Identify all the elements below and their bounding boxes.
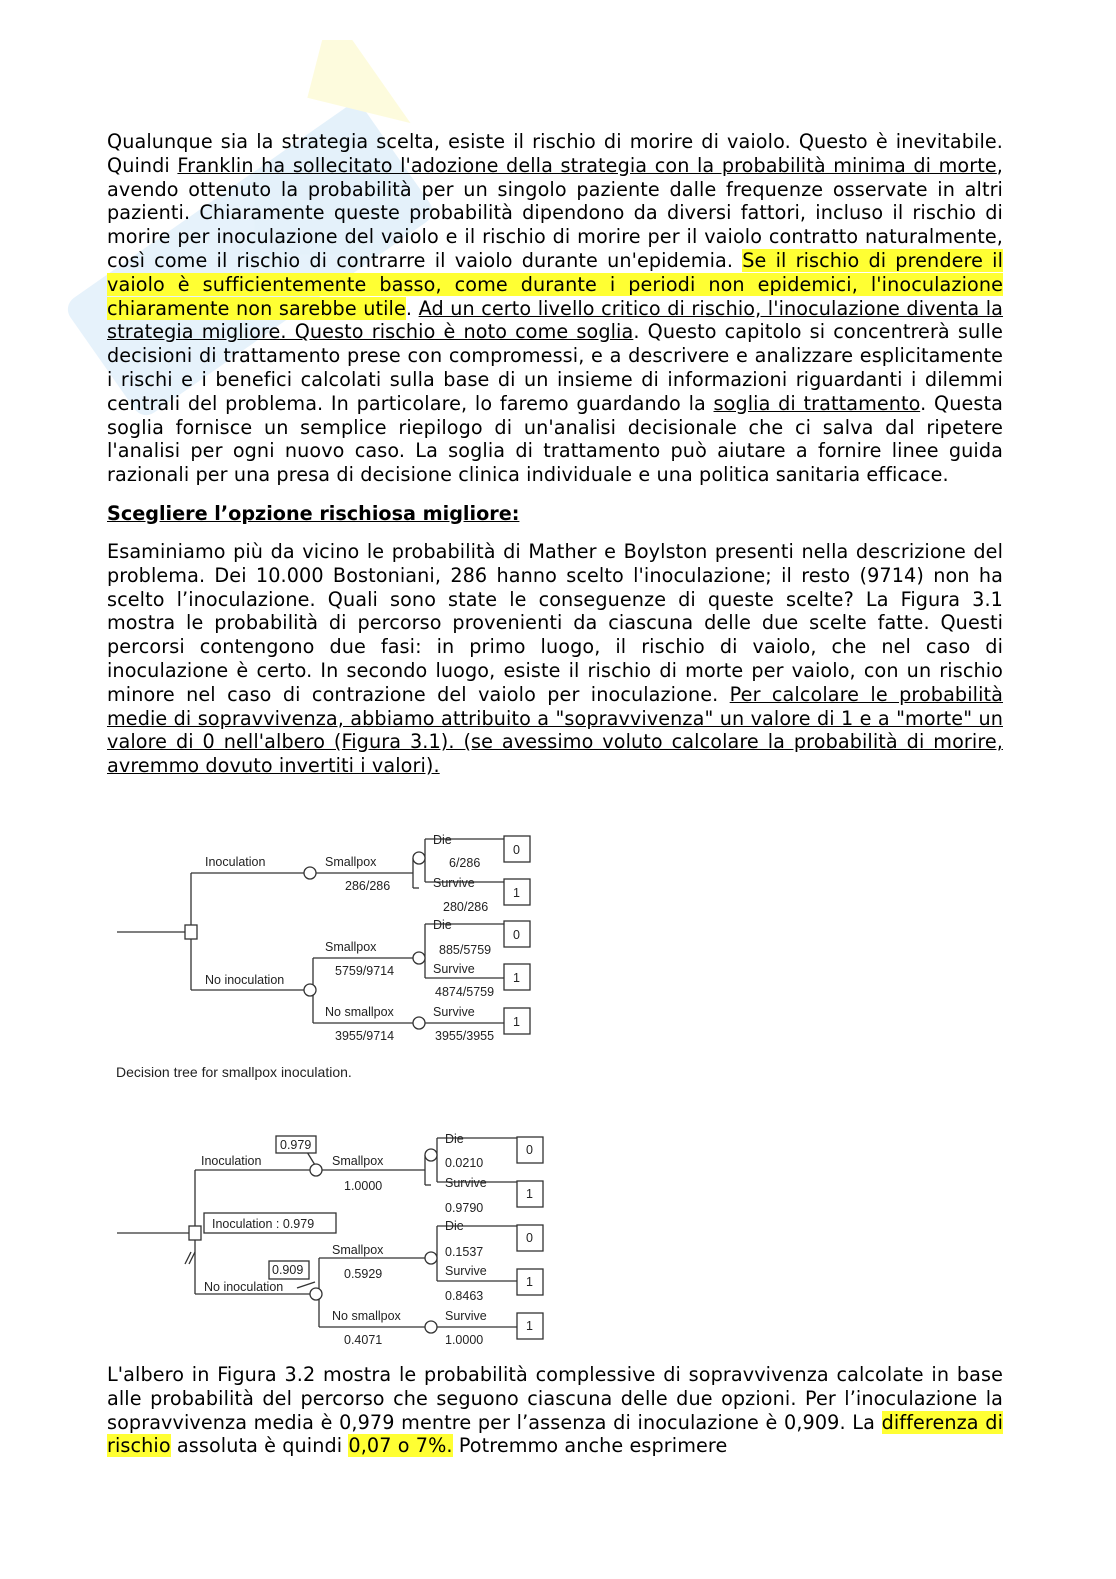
chance-node [413, 852, 425, 864]
chance-node [304, 867, 316, 879]
branch-label: Survive [433, 962, 475, 976]
branch-label: Survive [433, 1005, 475, 1019]
underlined-text: Ad un certo livello critico di rischio, l'inoculazione diventa la strategia migliore. Questo rischio è noto come soglia [107, 296, 1004, 344]
decision-node [189, 1226, 201, 1240]
branch-label: Survive [433, 876, 475, 890]
chance-node [304, 984, 316, 996]
chance-node [425, 1252, 437, 1264]
chance-node [413, 1017, 425, 1029]
branch-label: No inoculation [205, 973, 285, 987]
branch-probability: 286/286 [345, 879, 391, 893]
branch-label: Smallpox [332, 1243, 384, 1257]
paragraph-figure-3-2: L'albero in Figura 3.2 mostra le probabilità complessive di sopravvivenza calcolate in base alle probabilità del percorso che seguono ciascuna delle due opzioni. Per l’inoculazione la sopravvivenza media è 0,979 mentre per l’assenza di inoculazione è 0,909. La differenza di rischio assoluta è quindi 0,07 o 7%. Potremmo anche esprimere [107, 1363, 1004, 1458]
branch-label: Inoculation [201, 1154, 262, 1168]
branch-probability: 3955/9714 [335, 1029, 395, 1043]
outcome-value: 0 [526, 1143, 533, 1157]
underlined-text: Per calcolare le probabilità medie di sopravvivenza, abbiamo attribuito a "sopravvivenza" un valore di 1 e a "morte" un valore di 0 nell'albero (Figura 3.1). (se avessimo voluto calcolare la probabilità di morire, avremmo dovuto invertiti i valori). [107, 682, 1003, 778]
decision-node [185, 925, 197, 939]
node-value: 0.909 [272, 1263, 304, 1277]
branch-probability: 1.0000 [344, 1179, 383, 1193]
branch-probability: 3955/3955 [435, 1029, 495, 1043]
branch-probability: 0.4071 [344, 1333, 383, 1347]
branch-label: Smallpox [325, 940, 377, 954]
branch-probability: 0.8463 [445, 1289, 484, 1303]
branch-label: Die [445, 1132, 464, 1146]
branch-probability: 885/5759 [439, 943, 492, 957]
outcome-value: 0 [526, 1231, 533, 1245]
chance-node [413, 952, 425, 964]
branch-label: Survive [445, 1264, 487, 1278]
branch-label: Smallpox [332, 1154, 384, 1168]
chance-node [310, 1288, 322, 1300]
branch-probability: 1.0000 [445, 1333, 484, 1347]
branch-label: Die [433, 833, 452, 847]
branch-label: Inoculation [205, 855, 266, 869]
outcome-value: 1 [513, 971, 520, 985]
branch-probability: 5759/9714 [335, 964, 395, 978]
branch-probability: 0.5929 [344, 1267, 383, 1281]
branch-label: Die [433, 918, 452, 932]
underlined-text: soglia di trattamento [713, 391, 921, 415]
branch-probability: 0.9790 [445, 1201, 484, 1215]
branch-label: Smallpox [325, 855, 377, 869]
branch-label: Die [445, 1219, 464, 1233]
branch-probability: 6/286 [449, 856, 481, 870]
paragraph-probabilities: Esaminiamo più da vicino le probabilità di Mather e Boylston presenti nella descrizione del problema. Dei 10.000 Bostoniani, 286 hanno scelto l'inoculazione; il resto (9714) non ha scelto l’inoculazione. Quali sono state le conseguenze di queste scelte? La Figura 3.1 mostra le probabilità di percorso provenienti da ciascuna delle due scelte fatte. Questi percorsi contengono due fasi: in primo luogo, il rischio di vaiolo, che nel caso di inoculazione è certo. In secondo luogo, esiste il rischio di morte per vaiolo, con un rischio minore nel caso di contrazione del vaiolo per inoculazione. Per calcolare le probabilità medie di sopravvivenza, abbiamo attribuito a "sopravvivenza" un valore di 1 e a "morte" un valore di 0 nell'albero (Figura 3.1). (se avessimo voluto calcolare la probabilità di morire, avremmo dovuto invertiti i valori). [107, 539, 1003, 778]
branch-label: Survive [445, 1309, 487, 1323]
outcome-value: 0 [513, 928, 520, 942]
outcome-value: 1 [513, 886, 520, 900]
branch-probability: 0.1537 [445, 1245, 484, 1259]
section-heading: Scegliere l’opzione rischiosa migliore: [107, 501, 520, 525]
document-body [107, 130, 1003, 778]
chance-node [425, 1149, 437, 1161]
branch-probability: 4874/5759 [435, 985, 495, 999]
branch-label: No inoculation [204, 1280, 284, 1294]
underlined-text: Franklin ha sollecitato l'adozione della strategia con la probabilità minima di morte [177, 153, 997, 177]
document-body-continued [107, 1363, 1003, 1458]
outcome-value: 1 [526, 1319, 533, 1333]
node-value: 0.979 [280, 1138, 312, 1152]
branch-probability: 0.0210 [445, 1156, 484, 1170]
branch-label: No smallpox [325, 1005, 394, 1019]
highlighted-text: differenza di rischio [107, 1410, 1004, 1458]
decision-tree-figure-1 [107, 828, 547, 1048]
outcome-value: 1 [513, 1015, 520, 1029]
chance-node [425, 1321, 437, 1333]
outcome-value: 1 [526, 1275, 533, 1289]
highlighted-text: Se il rischio di prendere il vaiolo è sufficientemente basso, come durante i periodi non epidemici, l'inoculazione chiaramente non sarebbe utile [107, 248, 1003, 320]
chance-node [310, 1164, 322, 1176]
paragraph-intro: Qualunque sia la strategia scelta, esiste il rischio di morire di vaiolo. Questo è inevitabile. Quindi Franklin ha sollecitato l'adozione della strategia con la probabilità minima di morte, avendo ottenuto la probabilità per un singolo paziente dalle frequenze osservate in altri pazienti. Chiaramente queste probabilità dipendono da diversi fattori, incluso il rischio di morire per inoculazione del vaiolo e il rischio di morire per il vaiolo contratto naturalmente, così come il rischio di contrarre il vaiolo durante un'epidemia. Se il rischio di prendere il vaiolo è sufficientemente basso, come durante i periodi non epidemici, l'inoculazione chiaramente non sarebbe utile. Ad un certo livello critico di rischio, l'inoculazione diventa la strategia migliore. Questo rischio è noto come soglia. Questo capitolo si concentrerà sulle decisioni di trattamento prese con compromessi, e a descrivere e analizzare esplicitamente i rischi e i benefici calcolati sulla base di un insieme di informazioni riguardanti i dilemmi centrali del problema. In particolare, lo faremo guardando la soglia di trattamento. Questa soglia fornisce un semplice riepilogo di un'analisi decisionale che ci salva dal ripetere l'analisi per ogni nuovo caso. La soglia di trattamento può aiutare a fornire linee guida razionali per una presa di decisione clinica individuale e una politica sanitaria efficace. [107, 130, 1004, 487]
branch-label: No smallpox [332, 1309, 401, 1323]
branch-probability: 280/286 [443, 900, 489, 914]
figure-caption: Decision tree for smallpox inoculation. [116, 1064, 352, 1080]
decision-tree-figure-2 [107, 1130, 557, 1355]
decision-value: Inoculation : 0.979 [212, 1217, 315, 1231]
branch-label: Survive [445, 1176, 487, 1190]
highlighted-text: 0,07 o 7%. [348, 1434, 453, 1458]
outcome-value: 1 [526, 1187, 533, 1201]
outcome-value: 0 [513, 843, 520, 857]
